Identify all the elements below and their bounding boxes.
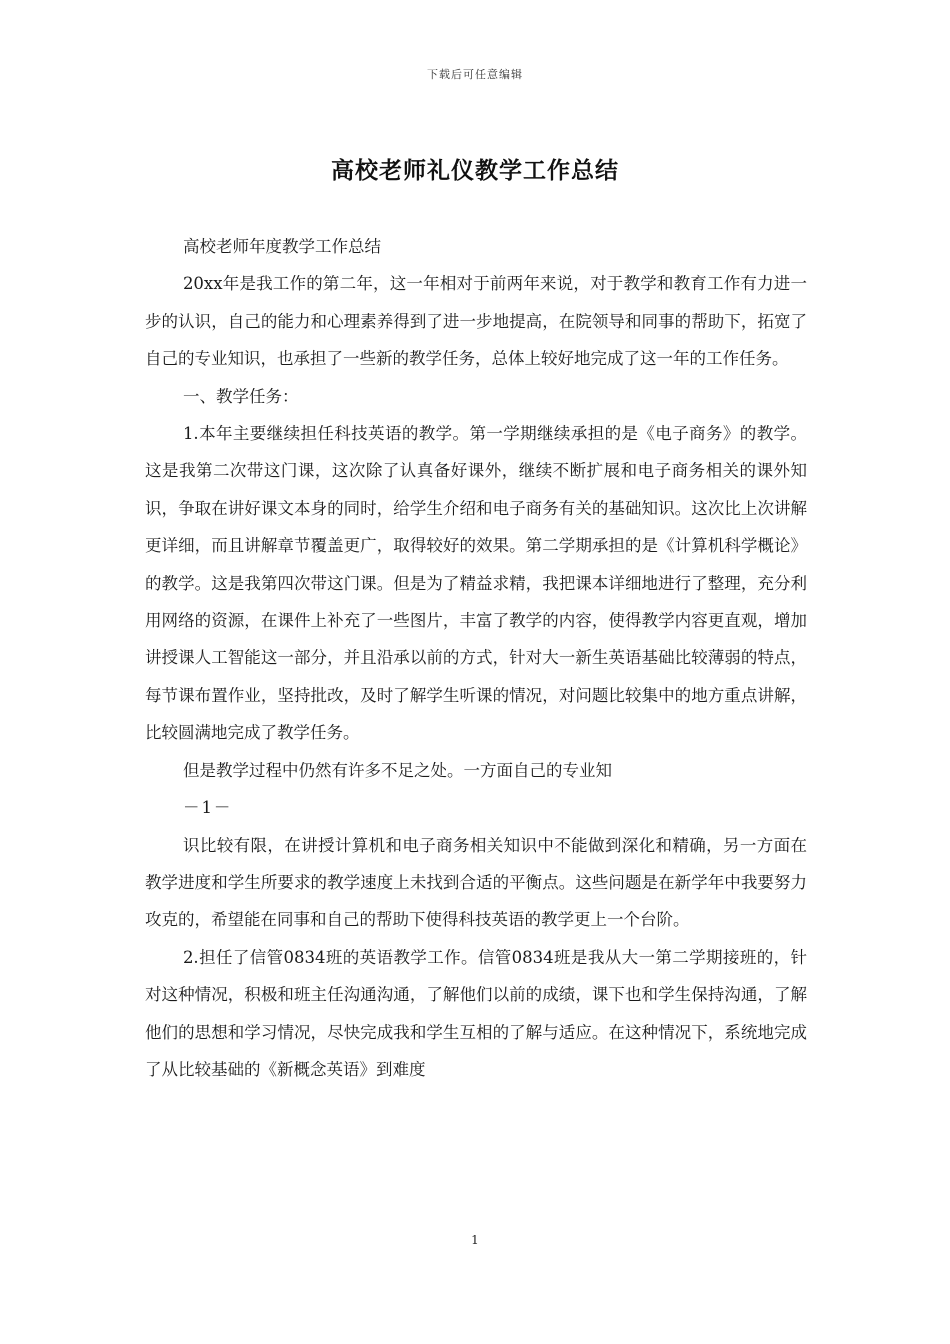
subtitle-paragraph: 高校老师年度教学工作总结	[182, 237, 381, 256]
inline-page-marker: －1－	[182, 798, 233, 818]
document-body	[145, 228, 807, 1088]
paragraph-item-2: 2.担任了信管0834班的英语教学工作。信管0834班是我从大一第二学期接班的，针对这种情况，积极和班主任沟通沟通，了解他们以前的成绩，课下也和学生保持沟通，了解他们的思想和学习情况，尽快完成我和学生互相的了解与适应。在这种情况下，系统地完成了从比较基础的《新概念英语》到难度	[145, 947, 807, 1079]
header-note: 下载后可任意编辑	[427, 68, 523, 81]
document-title: 高校老师礼仪教学工作总结	[331, 157, 619, 184]
page-number: 1	[471, 1233, 479, 1247]
paragraph-continuation: 识比较有限，在讲授计算机和电子商务相关知识中不能做到深化和精确，另一方面在教学进度和学生所要求的教学速度上未找到合适的平衡点。这些问题是在新学年中我要努力攻克的，希望能在同事和自己的帮助下使得科技英语的教学更上一个台阶。	[145, 835, 807, 930]
paragraph-item-1: 1.本年主要继续担任科技英语的教学。第一学期继续承担的是《电子商务》的教学。这是我第二次带这门课，这次除了认真备好课外，继续不断扩展和电子商务相关的课外知识，争取在讲好课文本身的同时，给学生介绍和电子商务有关的基础知识。这次比上次讲解更详细，而且讲解章节覆盖更广，取得较好的效果。第二学期承担的是《计算机科学概论》的教学。这是我第四次带这门课。但是为了精益求精，我把课本详细地进行了整理，充分利用网络的资源，在课件上补充了一些图片，丰富了教学的内容，使得教学内容更直观，增加讲授课人工智能这一部分，并且沿承以前的方式，针对大一新生英语基础比较薄弱的特点，每节课布置作业，坚持批改，及时了解学生听课的情况，对问题比较集中的地方重点讲解，比较圆满地完成了教学任务。	[145, 424, 807, 743]
intro-paragraph: 20xx年是我工作的第二年，这一年相对于前两年来说，对于教学和教育工作有力进一步的认识，自己的能力和心理素养得到了进一步地提高，在院领导和同事的帮助下，拓宽了自己的专业知识，也承担了一些新的教学任务，总体上较好地完成了这一年的工作任务。	[145, 274, 807, 369]
paragraph-shortcomings: 但是教学过程中仍然有许多不足之处。一方面自己的专业知	[182, 760, 612, 780]
section-heading: 一、教学任务：	[182, 386, 299, 406]
